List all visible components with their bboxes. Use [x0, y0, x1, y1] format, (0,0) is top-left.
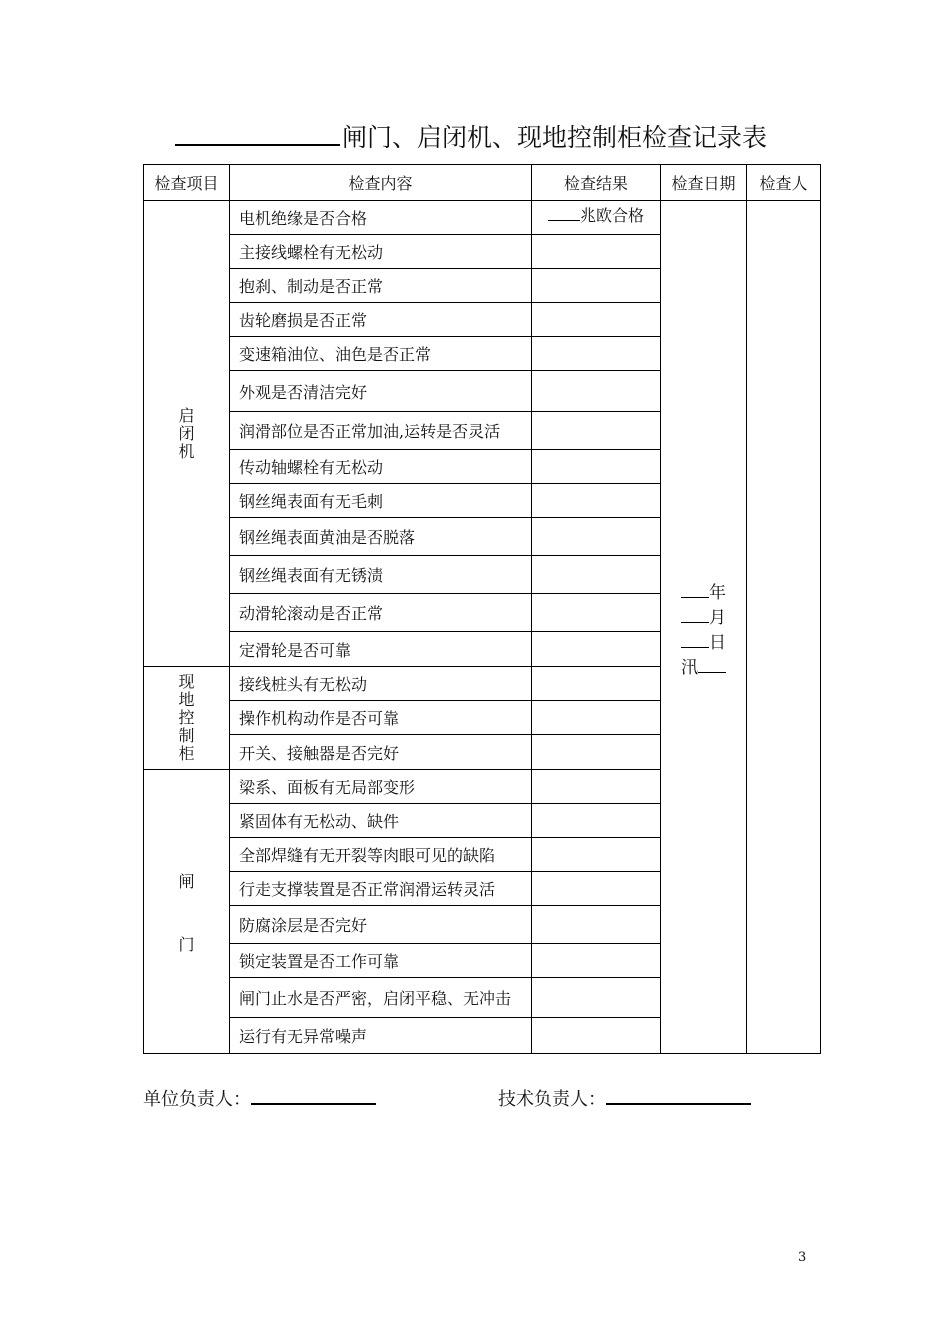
title-blank-line[interactable] [175, 114, 340, 146]
unit-leader-blank[interactable] [251, 1083, 376, 1105]
result-cell[interactable] [532, 944, 661, 978]
unit-leader-sign [143, 1083, 376, 1111]
row-content: 锁定装置是否工作可靠 [230, 944, 532, 978]
result-cell[interactable] [532, 412, 661, 450]
row-content: 传动轴螺栓有无松动 [230, 450, 532, 484]
group-gate-label [144, 869, 229, 955]
result-cell[interactable] [532, 337, 661, 371]
result-cell[interactable] [532, 1018, 661, 1054]
tech-leader-blank[interactable] [606, 1083, 751, 1105]
row-content: 全部焊缝有无开裂等肉眼可见的缺陷 [230, 838, 532, 872]
header-row [144, 165, 821, 201]
flood-label: 汛 [681, 658, 698, 678]
row-content: 接线桩头有无松动 [230, 667, 532, 701]
result-cell[interactable] [532, 269, 661, 303]
ohm-result [548, 203, 644, 226]
header-result: 检查结果 [532, 165, 661, 201]
year-line [681, 578, 726, 603]
result-cell[interactable] [532, 978, 661, 1018]
result-cell[interactable] [532, 235, 661, 269]
row-content: 操作机构动作是否可靠 [230, 701, 532, 735]
result-cell[interactable] [532, 804, 661, 838]
tech-leader-label: 技术负责人： [498, 1089, 606, 1110]
month-line [681, 603, 726, 628]
result-cell[interactable] [532, 556, 661, 594]
result-cell[interactable] [532, 735, 661, 770]
tech-leader-sign [498, 1083, 751, 1111]
row-content: 开关、接触器是否完好 [230, 735, 532, 770]
year-blank[interactable] [681, 581, 709, 598]
year-label: 年 [709, 583, 726, 603]
group-hoist-label: 启闭机 [178, 405, 195, 461]
day-blank[interactable] [681, 631, 709, 648]
date-cell[interactable] [661, 201, 747, 1054]
header-content: 检查内容 [230, 165, 532, 201]
result-cell[interactable] [532, 632, 661, 667]
row-content: 梁系、面板有无局部变形 [230, 770, 532, 804]
ohm-text: 兆欧合格 [579, 206, 644, 225]
group-hoist [144, 201, 230, 667]
row-content: 抱刹、制动是否正常 [230, 269, 532, 303]
row-content: 紧固体有无松动、缺件 [230, 804, 532, 838]
result-cell[interactable] [532, 770, 661, 804]
page-number: 3 [798, 1250, 807, 1265]
month-label: 月 [709, 608, 726, 628]
flood-line [681, 653, 726, 678]
day-label: 日 [709, 633, 726, 653]
result-cell[interactable] [532, 667, 661, 701]
result-cell[interactable] [532, 518, 661, 556]
group-gate [144, 770, 230, 1054]
form-title [175, 114, 767, 158]
result-cell[interactable] [532, 701, 661, 735]
row-content: 防腐涂层是否完好 [230, 906, 532, 944]
inspector-cell[interactable] [747, 201, 821, 1054]
row-content: 闸门止水是否严密，启闭平稳、无冲击 [230, 978, 532, 1018]
header-item: 检查项目 [144, 165, 230, 201]
row-content: 变速箱油位、油色是否正常 [230, 337, 532, 371]
row-content: 运行有无异常噪声 [230, 1018, 532, 1054]
row-content: 钢丝绳表面黄油是否脱落 [230, 518, 532, 556]
month-blank[interactable] [681, 606, 709, 623]
result-cell[interactable] [532, 371, 661, 412]
group-gate-char-1: 闸 [178, 871, 195, 891]
row-content: 钢丝绳表面有无毛刺 [230, 484, 532, 518]
result-cell[interactable] [532, 450, 661, 484]
row-content: 行走支撑装置是否正常润滑运转灵活 [230, 872, 532, 906]
header-date: 检查日期 [661, 165, 747, 201]
flood-blank[interactable] [698, 656, 726, 673]
result-cell[interactable] [532, 484, 661, 518]
group-gate-char-2: 门 [178, 934, 195, 954]
form-title-text: 闸门、启闭机、现地控制柜检查记录表 [342, 123, 768, 152]
header-inspector: 检查人 [747, 165, 821, 201]
row-content: 润滑部位是否正常加油,运转是否灵活 [230, 412, 532, 450]
day-line [681, 628, 726, 653]
table-row [144, 201, 821, 235]
row-content: 钢丝绳表面有无锈渍 [230, 556, 532, 594]
result-cell[interactable] [532, 838, 661, 872]
group-cabinet-label: 现地控制柜 [178, 672, 195, 763]
result-cell[interactable] [532, 594, 661, 632]
result-cell[interactable] [532, 303, 661, 337]
unit-leader-label: 单位负责人： [143, 1089, 251, 1110]
inspection-table [143, 164, 821, 1054]
row-content: 主接线螺栓有无松动 [230, 235, 532, 269]
row-content: 电机绝缘是否合格 [230, 201, 532, 235]
row-content: 定滑轮是否可靠 [230, 632, 532, 667]
result-cell[interactable] [532, 201, 661, 235]
result-cell[interactable] [532, 872, 661, 906]
group-cabinet [144, 667, 230, 770]
row-content: 动滑轮滚动是否正常 [230, 594, 532, 632]
row-content: 外观是否清洁完好 [230, 371, 532, 412]
ohm-blank[interactable] [548, 206, 580, 221]
result-cell[interactable] [532, 906, 661, 944]
row-content: 齿轮磨损是否正常 [230, 303, 532, 337]
